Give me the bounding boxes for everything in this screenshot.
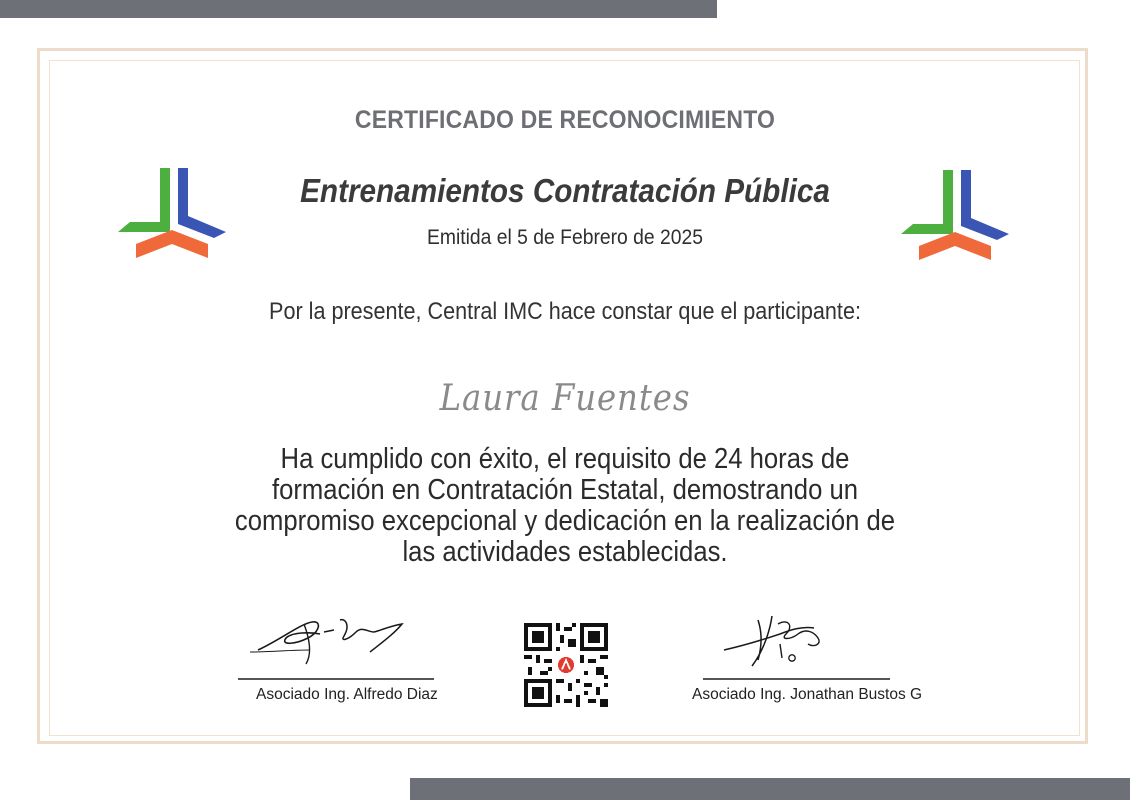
top-decorative-bar (0, 0, 717, 18)
certificate-title: CERTIFICADO DE RECONOCIMIENTO (354, 106, 776, 134)
signer-right-name: Asociado Ing. Jonathan Bustos G (692, 686, 923, 703)
participant-name: Laura Fuentes (439, 378, 691, 419)
signature-line-right (703, 678, 890, 680)
intro-statement: Por la presente, Central IMC hace constar que el participante: (269, 298, 861, 325)
qr-code-icon (524, 623, 608, 707)
organization-name: Entrenamientos Contratación Pública (300, 172, 830, 209)
achievement-statement: Ha cumplido con éxito, el requisito de 24 horas de formación en Contratación Estatal, demostrando un compromiso excepcional y dedicación en la realización de las actividades establecidas. (234, 443, 896, 568)
bottom-decorative-bar (410, 778, 1130, 800)
signature-line-left (238, 678, 434, 680)
signature-left-image (250, 610, 410, 670)
signer-left-name: Asociado Ing. Alfredo Diaz (256, 686, 438, 703)
signature-right-image (718, 610, 838, 672)
issue-date: Emitida el 5 de Febrero de 2025 (426, 226, 704, 249)
